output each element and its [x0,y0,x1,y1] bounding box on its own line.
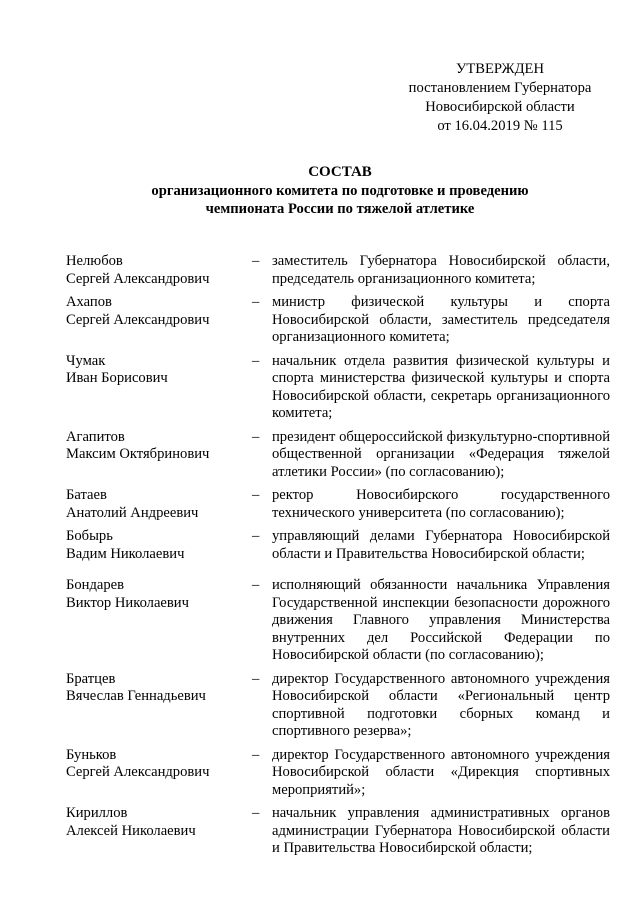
member-role: управляющий делами Губернатора Новосибирской области и Правительства Новосибирской области; [272,528,610,562]
heading-line-2: организационного комитета по подготовке и проведению [151,183,529,199]
member-surname: Бондарев [66,577,125,593]
member-row [66,253,611,288]
member-given-names: Вадим Николаевич [66,545,185,562]
member-name [66,577,252,612]
document-title: СОСТАВ [308,164,372,180]
members-list [66,253,611,858]
member-surname: Батаев [66,487,107,503]
approval-line-2: постановлением Губернатора [408,80,592,96]
heading-line-3: чемпионата России по тяжелой атлетике [205,201,475,217]
member-row [66,805,611,858]
member-given-names: Сергей Александрович [66,270,210,287]
member-surname: Ахапов [66,294,112,310]
member-dash: – [252,670,260,687]
member-dash: – [252,253,260,269]
member-name [66,487,252,522]
member-dash: – [252,294,260,310]
member-role: заместитель Губернатора Новосибирской области, председатель организационного комитета; [272,253,610,287]
member-name [66,805,252,840]
member-dash: – [252,487,260,503]
member-role: начальник управления административных органов администрации Губернатора Новосибирской области и Правительства Новосибирской области; [272,805,610,856]
member-role: директор Государственного автономного учреждения Новосибирской области «Дирекция спортивных мероприятий»; [272,746,610,798]
member-dash: – [252,352,260,369]
member-dash: – [252,577,260,593]
member-given-names: Вячеслав Геннадьевич [66,688,206,704]
member-surname: Буньков [66,746,117,763]
member-given-names: Иван Борисович [66,370,168,386]
member-surname: Кириллов [66,805,128,821]
member-row [66,577,611,665]
member-role: министр физической культуры и спорта Новосибирской области, заместитель председателя организационного комитета; [272,294,610,345]
member-given-names: Максим Октябринович [66,446,210,462]
member-row [66,487,611,522]
approval-line-3: Новосибирской области [425,99,575,115]
member-name [66,747,252,782]
member-role: начальник отдела развития физической культуры и спорта министерства физической культуры и спорта Новосибирской области, секретарь организационного комитета; [272,352,610,421]
member-surname: Чумак [66,352,106,369]
member-given-names: Алексей Николаевич [66,822,196,839]
member-row [66,429,611,482]
approval-line-1: УТВЕРЖДЕН [456,61,544,77]
member-dash: – [252,805,260,821]
member-row [66,528,611,563]
member-given-names: Сергей Александрович [66,764,210,780]
member-surname: Нелюбов [66,253,123,269]
approval-line-4: от 16.04.2019 № 115 [437,118,563,134]
member-dash: – [252,746,260,763]
member-row [66,747,611,800]
member-name [66,671,252,706]
member-surname: Братцев [66,670,116,687]
member-role: президент общероссийской физкультурно-спортивной общественной организации «Федерация тяжелой атлетики России» (по согласованию); [272,428,611,480]
member-given-names: Виктор Николаевич [66,594,189,611]
member-dash: – [252,528,260,544]
member-given-names: Сергей Александрович [66,311,210,328]
member-surname: Агапитов [66,428,125,445]
member-row [66,294,611,347]
approval-stamp [395,60,605,136]
member-role: директор Государственного автономного учреждения Новосибирской области «Региональный центр спортивной подготовки сборных команд и спортивного резерва»; [272,670,610,739]
member-row [66,353,611,423]
document-heading [60,163,620,218]
member-name [66,353,252,388]
member-dash: – [252,428,260,445]
member-surname: Бобырь [66,528,113,544]
member-name [66,429,252,464]
member-given-names: Анатолий Андреевич [66,504,199,521]
member-name [66,294,252,329]
member-row [66,671,611,741]
member-name [66,528,252,563]
member-name [66,253,252,288]
member-role: исполняющий обязанности начальника Управления Государственной инспекции безопасности дорожного движения Главного управления Министерства внутренних дел Российской Федерации по Новосибирской области (по согласованию); [272,577,610,663]
member-role: ректор Новосибирского государственного технического университета (по согласованию); [272,487,610,521]
